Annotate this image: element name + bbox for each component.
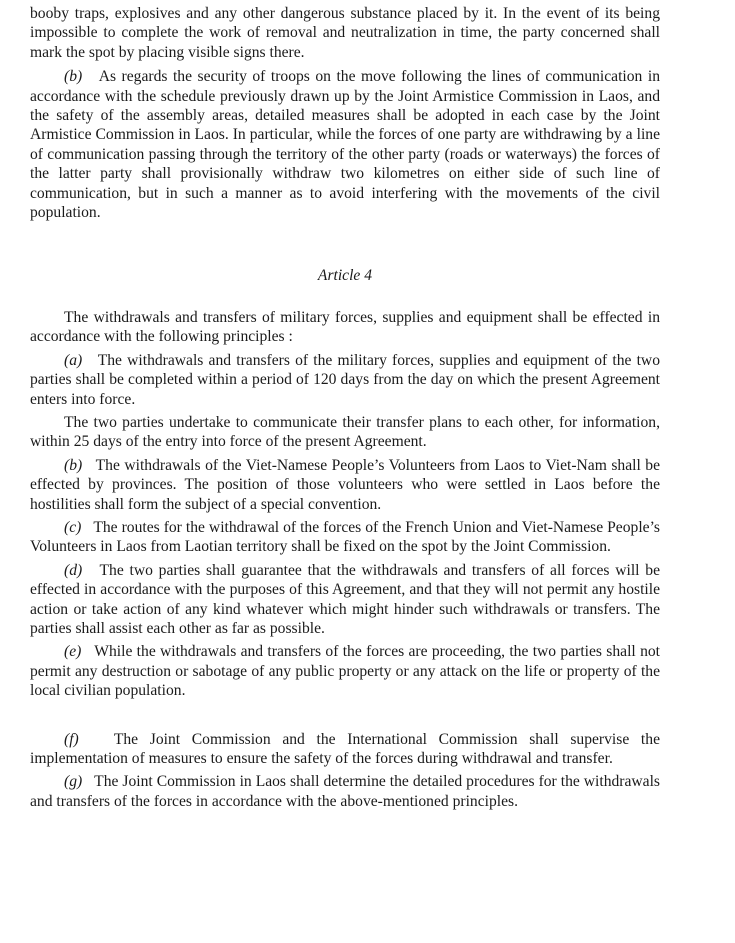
item-label: (d): [64, 561, 83, 579]
item-g: [30, 772, 660, 811]
item-text: The withdrawals and transfers of the military forces, supplies and equipment of the two parties shall be completed within a period of 120 days from the day on which the present Agreement enters into force.: [30, 351, 660, 408]
opening-paragraph: booby traps, explosives and any other dangerous substance placed by it. In the event of its being impossible to complete the work of removal and neutralization in time, the party concerned shall mark the spot by placing visible signs there.: [30, 5, 660, 61]
item-label: (e): [64, 643, 82, 661]
item-label: (c): [64, 518, 82, 536]
item-label: (b): [64, 456, 83, 474]
item-c: [30, 518, 660, 557]
item-e: [30, 642, 660, 700]
paragraph-label: (b): [64, 68, 83, 86]
item-a: [30, 351, 660, 409]
article-heading: Article 4: [317, 267, 373, 285]
item-text: The two parties shall guarantee that the withdrawals and transfers of all forces will be effected in accordance with the purposes of this Agreement, and that they will not permit any hostile action or take action of any kind whatever which might hinder such withdrawals or transfers. The parties shall assist each other as far as possible.: [30, 561, 660, 637]
page-edge-mark: [590, 934, 630, 938]
item-label: (a): [64, 351, 83, 369]
item-text: The Joint Commission and the International Commission shall supervise the implementation of measures to ensure the safety of the forces during withdrawal and transfer.: [30, 730, 660, 767]
item-text: The Joint Commission in Laos shall determine the detailed procedures for the withdrawals and transfers of the forces in accordance with the above-mentioned principles.: [30, 773, 660, 810]
item-a-continuation: The two parties undertake to communicate their transfer plans to each other, for information, within 25 days of the entry into force of the present Agreement.: [30, 413, 660, 451]
item-text: While the withdrawals and transfers of the forces are proceeding, the two parties shall not permit any destruction or sabotage of any public property or any attack on the life or property of the local civilian population.: [30, 643, 660, 700]
paragraph-b-security: [30, 67, 660, 222]
item-label: (g): [64, 773, 83, 791]
article-intro: The withdrawals and transfers of military forces, supplies and equipment shall be effected in accordance with the following principles :: [30, 308, 660, 346]
document-page: [30, 4, 660, 811]
item-text: The routes for the withdrawal of the forces of the French Union and Viet-Namese People’s Volunteers in Laos from Laotian territory shall be fixed on the spot by the Joint Commission.: [30, 518, 660, 556]
item-b: [30, 456, 660, 514]
item-f: [30, 730, 660, 769]
item-text: The withdrawals of the Viet-Namese People’s Volunteers from Laos to Viet-Nam shall be effected by provinces. The position of those volunteers who were settled in Laos before the hostilities shall form the subject of a special convention.: [30, 456, 660, 513]
paragraph-text: As regards the security of troops on the move following the lines of communication in accordance with the schedule previously drawn up by the Joint Armistice Commission in Laos, and the safety of the assembly areas, detailed measures shall be adopted in each case by the Joint Armistice Commission in Laos. In particular, while the forces of one party are withdrawing by a line of communication passing through the territory of the other party (roads or waterways) the forces of the latter party shall provisionally withdraw two kilometres on either side of such line of communication, but in such a manner as to avoid interfering with the movements of the civil population.: [30, 68, 660, 222]
item-d: [30, 561, 660, 639]
item-label: (f): [64, 730, 79, 748]
